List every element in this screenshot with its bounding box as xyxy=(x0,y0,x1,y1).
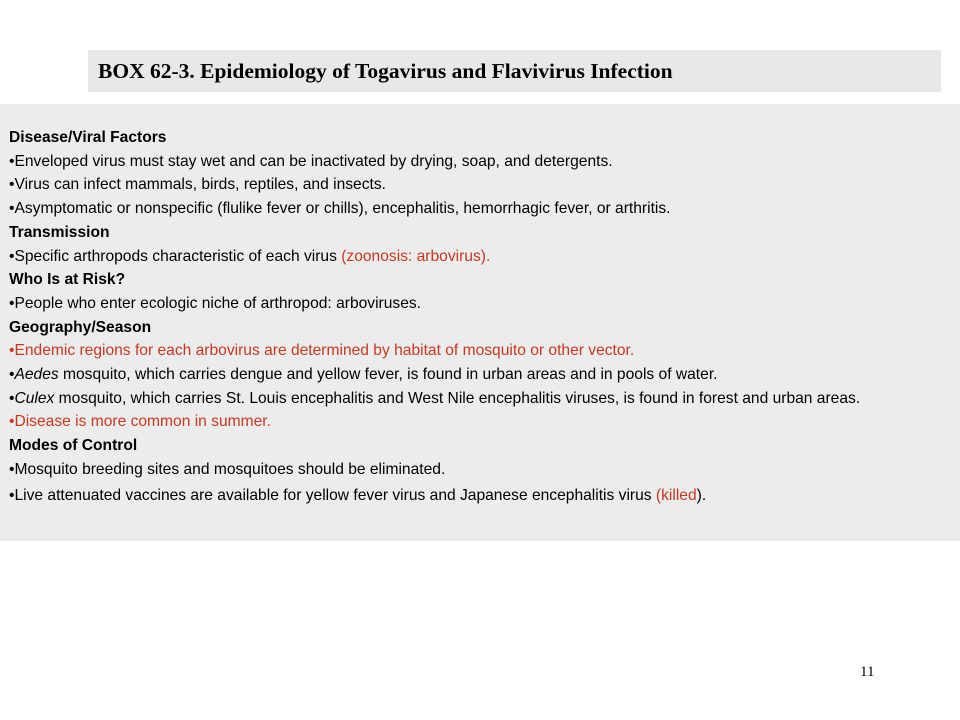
bullet-virus-infects: •Virus can infect mammals, birds, reptiles, and insects. xyxy=(9,176,386,194)
box-title-bar xyxy=(88,50,941,92)
bullet-mark: • xyxy=(9,389,15,407)
culex-description: mosquito, which carries St. Louis encephalitis and West Nile encephalitis viruses, is found in forest and urban areas. xyxy=(54,389,861,407)
killed-highlight: killed xyxy=(661,486,697,504)
bullet-endemic-regions: •Endemic regions for each arbovirus are determined by habitat of mosquito or other vector. xyxy=(9,342,635,360)
aedes-italic: Aedes xyxy=(14,366,59,384)
culex-italic: Culex xyxy=(14,389,55,407)
heading-modes-of-control: Modes of Control xyxy=(9,437,138,455)
bullet-mark: • xyxy=(9,366,15,384)
heading-transmission: Transmission xyxy=(9,223,110,241)
zoonosis-highlight: (zoonosis: arbovirus). xyxy=(341,247,491,265)
heading-disease-viral-factors: Disease/Viral Factors xyxy=(9,129,167,146)
content-box xyxy=(0,104,960,541)
page-number: 11 xyxy=(860,664,875,680)
bullet-culex-mosquito xyxy=(9,387,950,411)
bullet-people-at-risk: •People who enter ecologic niche of arthropod: arboviruses. xyxy=(9,294,422,312)
bullet-aedes-mosquito xyxy=(9,363,950,387)
bullet-summer-disease: •Disease is more common in summer. xyxy=(9,413,271,431)
heading-geography-season: Geography/Season xyxy=(9,318,152,336)
bullet-specific-arthropods xyxy=(9,245,950,269)
bullet-specific-arthropods-text: •Specific arthropods characteristic of each virus xyxy=(9,247,342,265)
bullet-asymptomatic: •Asymptomatic or nonspecific (flulike fever or chills), encephalitis, hemorrhagic fever, or arthritis. xyxy=(9,200,671,218)
paren-close: ). xyxy=(696,486,707,504)
heading-who-is-at-risk: Who Is at Risk? xyxy=(9,271,126,289)
aedes-description: mosquito, which carries dengue and yellow fever, is found in urban areas and in pools of water. xyxy=(58,366,718,384)
bullet-mosquito-breeding: •Mosquito breeding sites and mosquitoes should be eliminated. xyxy=(9,460,446,478)
vaccines-text: •Live attenuated vaccines are available for yellow fever virus and Japanese encephalitis virus xyxy=(9,486,656,504)
paren-open: ( xyxy=(655,486,662,504)
box-title: BOX 62-3. Epidemiology of Togavirus and Flavivirus Infection xyxy=(98,59,673,83)
bullet-enveloped-virus: •Enveloped virus must stay wet and can be inactivated by drying, soap, and detergents. xyxy=(9,152,613,170)
bullet-live-vaccines xyxy=(9,484,950,508)
